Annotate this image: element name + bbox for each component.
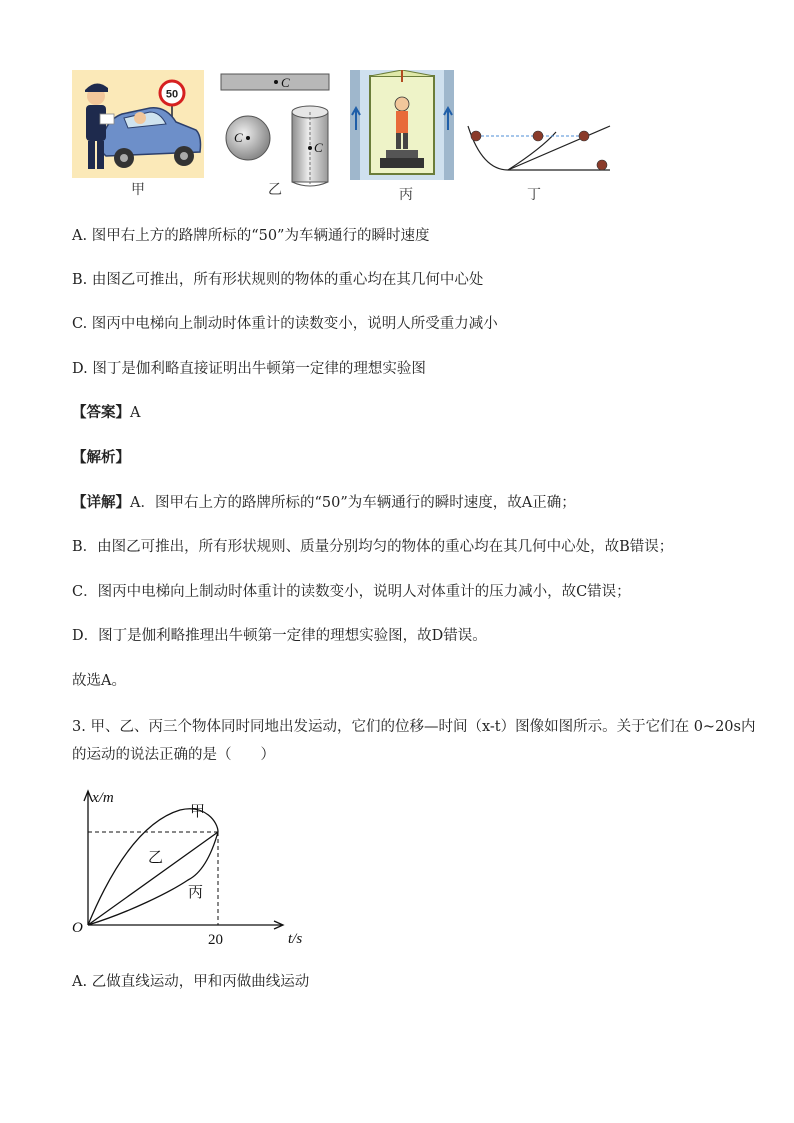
option-q2-b: B. 由图乙可推出，所有形状规则的物体的重心均在其几何中心处 bbox=[72, 272, 484, 288]
figure-bing bbox=[350, 70, 454, 180]
option-q2-c: C. 图丙中电梯向上制动时体重计的读数变小，说明人所受重力减小 bbox=[72, 316, 498, 332]
car-police-illustration bbox=[72, 70, 204, 178]
detail-line-b: B．由图乙可推出，所有形状规则、质量分别均匀的物体的重心均在其几何中心处，故B错误； bbox=[72, 539, 674, 555]
detail-text-a: A．图甲右上方的路牌所标的“50”为车辆通行的瞬时速度，故A正确； bbox=[130, 495, 576, 511]
caption-yi: 乙 bbox=[268, 182, 282, 198]
xt-graph-svg bbox=[70, 782, 320, 957]
option-q2-d: D. 图丁是伽利略直接证明出牛顿第一定律的理想实验图 bbox=[72, 361, 426, 377]
curve-jia bbox=[88, 809, 218, 925]
answer-value: A bbox=[130, 405, 141, 421]
detail-line-d: D．图丁是伽利略推理出牛顿第一定律的理想实验图，故D错误。 bbox=[72, 628, 487, 644]
line-yi bbox=[88, 832, 218, 925]
label-jia: 甲 bbox=[190, 802, 206, 820]
caption-bing: 丙 bbox=[399, 187, 413, 203]
q3-stem-line1: 3. 甲、乙、丙三个物体同时同地出发运动，它们的位移—时间（x-t）图像如图所示。关于它们在 0~20s内 bbox=[72, 719, 756, 735]
speed-sign-text: 50 bbox=[165, 88, 179, 101]
q3-stem-line2: 的运动的说法正确的是（ ） bbox=[72, 747, 275, 763]
center-of-gravity-illustration bbox=[216, 72, 336, 188]
figure-ding bbox=[464, 118, 614, 176]
y-axis-label: x/m bbox=[92, 790, 114, 806]
conclusion-line: 故选A。 bbox=[72, 673, 126, 689]
bar-c-label: C bbox=[281, 75, 290, 90]
caption-ding: 丁 bbox=[527, 187, 541, 203]
analysis-line bbox=[72, 448, 732, 468]
detail-line-a bbox=[72, 493, 732, 513]
galileo-ramp-illustration bbox=[464, 118, 614, 176]
figure-row bbox=[0, 0, 794, 210]
option-q2-a: A. 图甲右上方的路牌所标的“50”为车辆通行的瞬时速度 bbox=[72, 228, 430, 244]
figure-yi bbox=[216, 72, 336, 188]
analysis-label: 【解析】 bbox=[72, 449, 130, 466]
q3-option-a: A. 乙做直线运动，甲和丙做曲线运动 bbox=[72, 974, 310, 990]
label-yi: 乙 bbox=[148, 848, 164, 866]
label-bing: 丙 bbox=[188, 883, 204, 901]
xt-graph bbox=[70, 782, 320, 957]
disc-c-label: C bbox=[234, 130, 243, 145]
x-tick-20: 20 bbox=[208, 932, 223, 948]
answer-line bbox=[72, 403, 732, 423]
detail-label: 【详解】 bbox=[72, 494, 130, 511]
detail-line-c: C．图丙中电梯向上制动时体重计的读数变小，说明人对体重计的压力减小，故C错误； bbox=[72, 584, 631, 600]
answer-label: 【答案】 bbox=[72, 404, 130, 421]
origin-label: O bbox=[72, 920, 83, 936]
caption-jia: 甲 bbox=[131, 182, 145, 198]
figure-jia bbox=[72, 70, 204, 178]
elevator-illustration bbox=[350, 70, 454, 180]
cylinder-c-label: C bbox=[314, 140, 323, 155]
x-axis-label: t/s bbox=[288, 931, 303, 947]
